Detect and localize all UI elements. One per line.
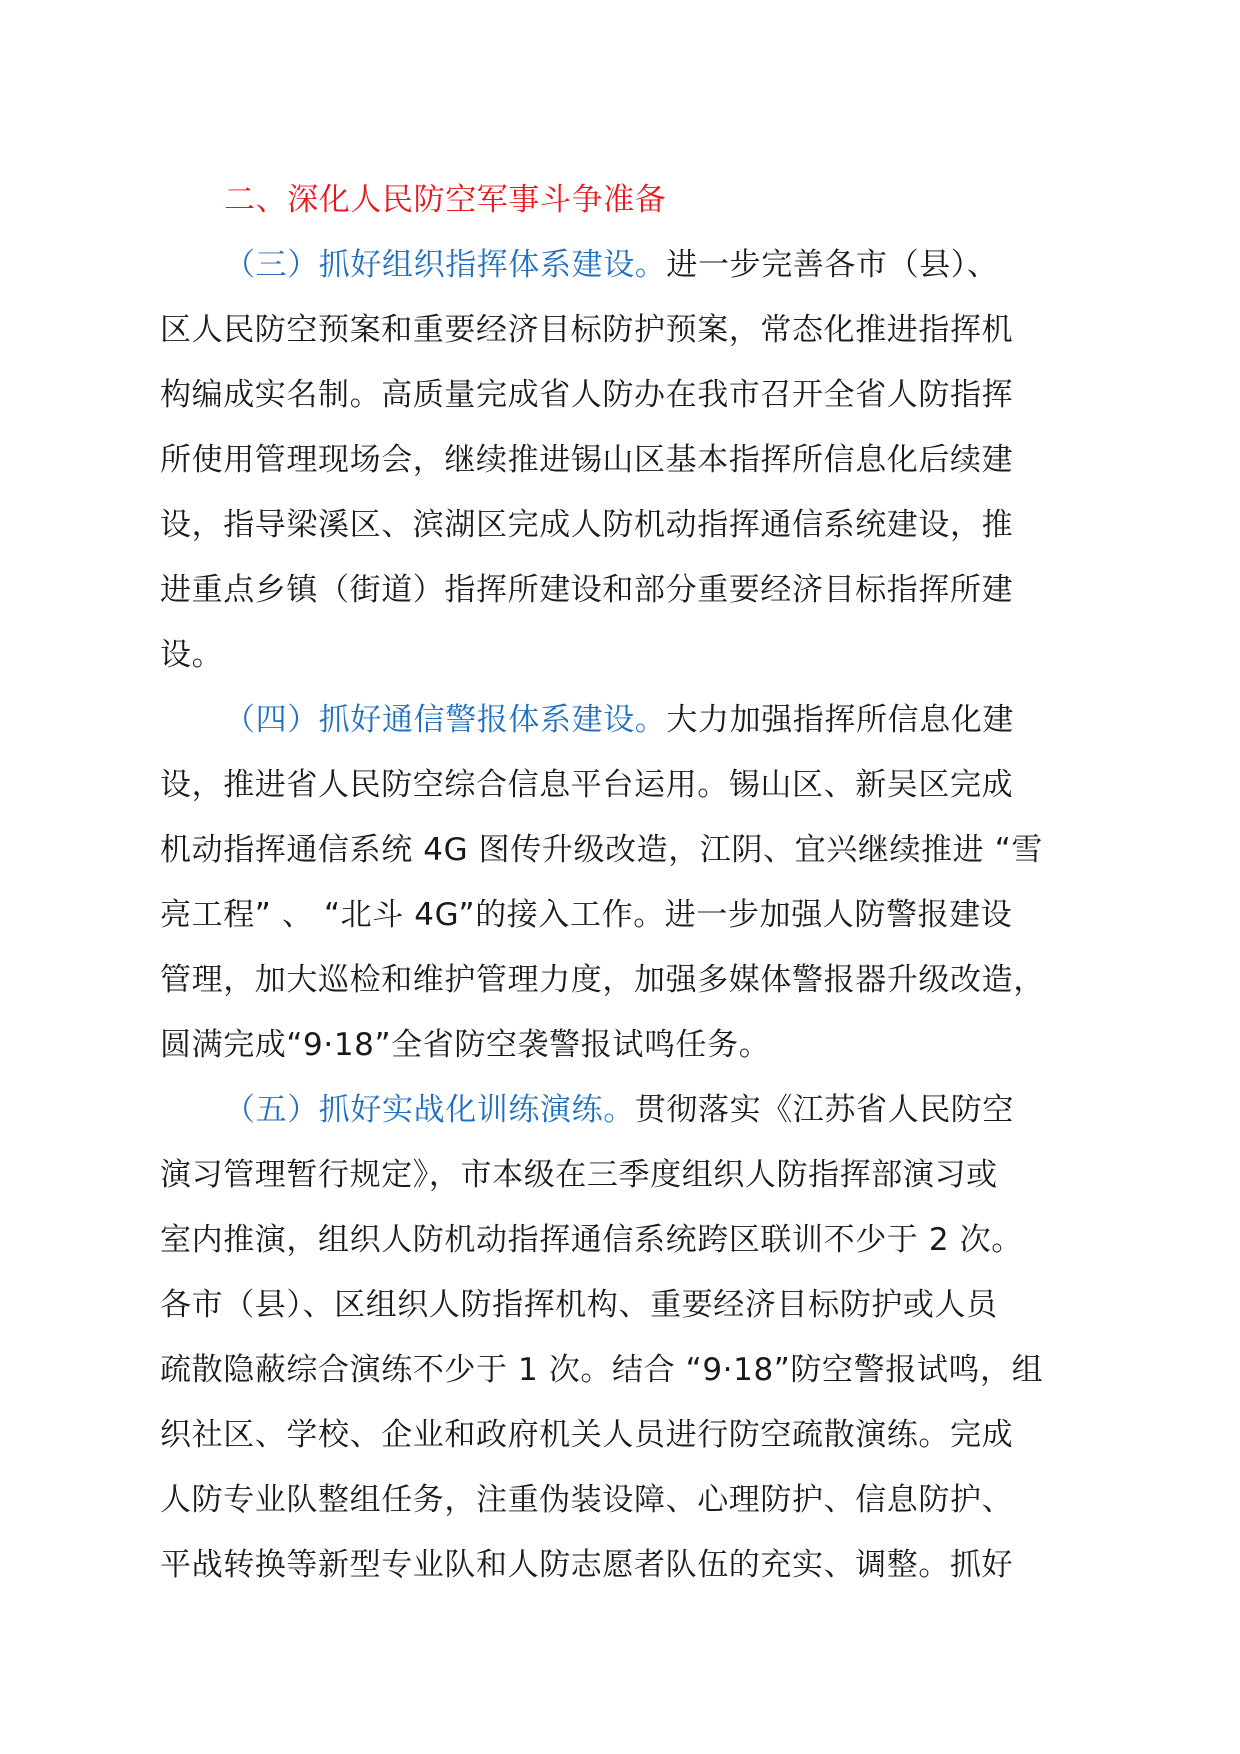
paragraph-5-lead-text: 贯彻落实《江苏省人民防空 [634, 1092, 1015, 1128]
paragraph-3-line: 设。 [160, 637, 224, 673]
document-body [160, 168, 1100, 1598]
paragraph-5-line: 室内推演，组织人防机动指挥通信系统跨区联训不少于 2 次。 [160, 1222, 1023, 1258]
paragraph-3-line: 区人民防空预案和重要经济目标防护预案，常态化推进指挥机 [160, 312, 1014, 348]
paragraph-5-first-line [160, 1078, 1100, 1143]
section-heading-line [160, 168, 1100, 233]
paragraph-5-line: 平战转换等新型专业队和人防志愿者队伍的充实、调整。抓好 [160, 1547, 1014, 1583]
paragraph-4-line: 亮工程” 、 “北斗 4G”的接入工作。进一步加强人防警报建设 [160, 897, 1013, 933]
paragraph-3-line: 设，指导梁溪区、滨湖区完成人防机动指挥通信系统建设，推 [160, 507, 1014, 543]
paragraph-4-lead-text: 大力加强指挥所信息化建 [666, 702, 1015, 738]
paragraph-3-lead-text: 进一步完善各市（县）、 [666, 247, 999, 283]
paragraph-5-line: 疏散隐蔽综合演练不少于 1 次。结合 “9·18”防空警报试鸣，组 [160, 1352, 1044, 1388]
paragraph-3-heading: （三）抓好组织指挥体系建设。 [224, 247, 667, 283]
paragraph-4-first-line [160, 688, 1100, 753]
paragraph-4-line: 圆满完成“9·18”全省防空袭警报试鸣任务。 [160, 1027, 771, 1063]
paragraph-3-line: 构编成实名制。高质量完成省人防办在我市召开全省人防指挥 [160, 377, 1014, 413]
paragraph-4-line: 设，推进省人民防空综合信息平台运用。锡山区、新吴区完成 [160, 767, 1014, 803]
paragraph-4-line: 管理，加大巡检和维护管理力度，加强多媒体警报器升级改造， [160, 962, 1045, 998]
section-heading: 二、深化人民防空军事斗争准备 [224, 182, 667, 218]
paragraph-4-line: 机动指挥通信系统 4G 图传升级改造，江阴、宜兴继续推进 “雪 [160, 832, 1043, 868]
paragraph-5-line: 演习管理暂行规定》，市本级在三季度组织人防指挥部演习或 [160, 1157, 998, 1193]
paragraph-5-line: 织社区、学校、企业和政府机关人员进行防空疏散演练。完成 [160, 1417, 1014, 1453]
paragraph-3-line: 进重点乡镇（街道）指挥所建设和部分重要经济目标指挥所建 [160, 572, 1014, 608]
paragraph-4-heading: （四）抓好通信警报体系建设。 [224, 702, 667, 738]
paragraph-5-heading: （五）抓好实战化训练演练。 [224, 1092, 635, 1128]
paragraph-3-line: 所使用管理现场会，继续推进锡山区基本指挥所信息化后续建 [160, 442, 1014, 478]
paragraph-5-line: 人防专业队整组任务，注重伪装设障、心理防护、信息防护、 [160, 1482, 1014, 1518]
paragraph-5-line: 各市（县）、区组织人防指挥机构、重要经济目标防护或人员 [160, 1287, 998, 1323]
paragraph-3-first-line [160, 233, 1100, 298]
